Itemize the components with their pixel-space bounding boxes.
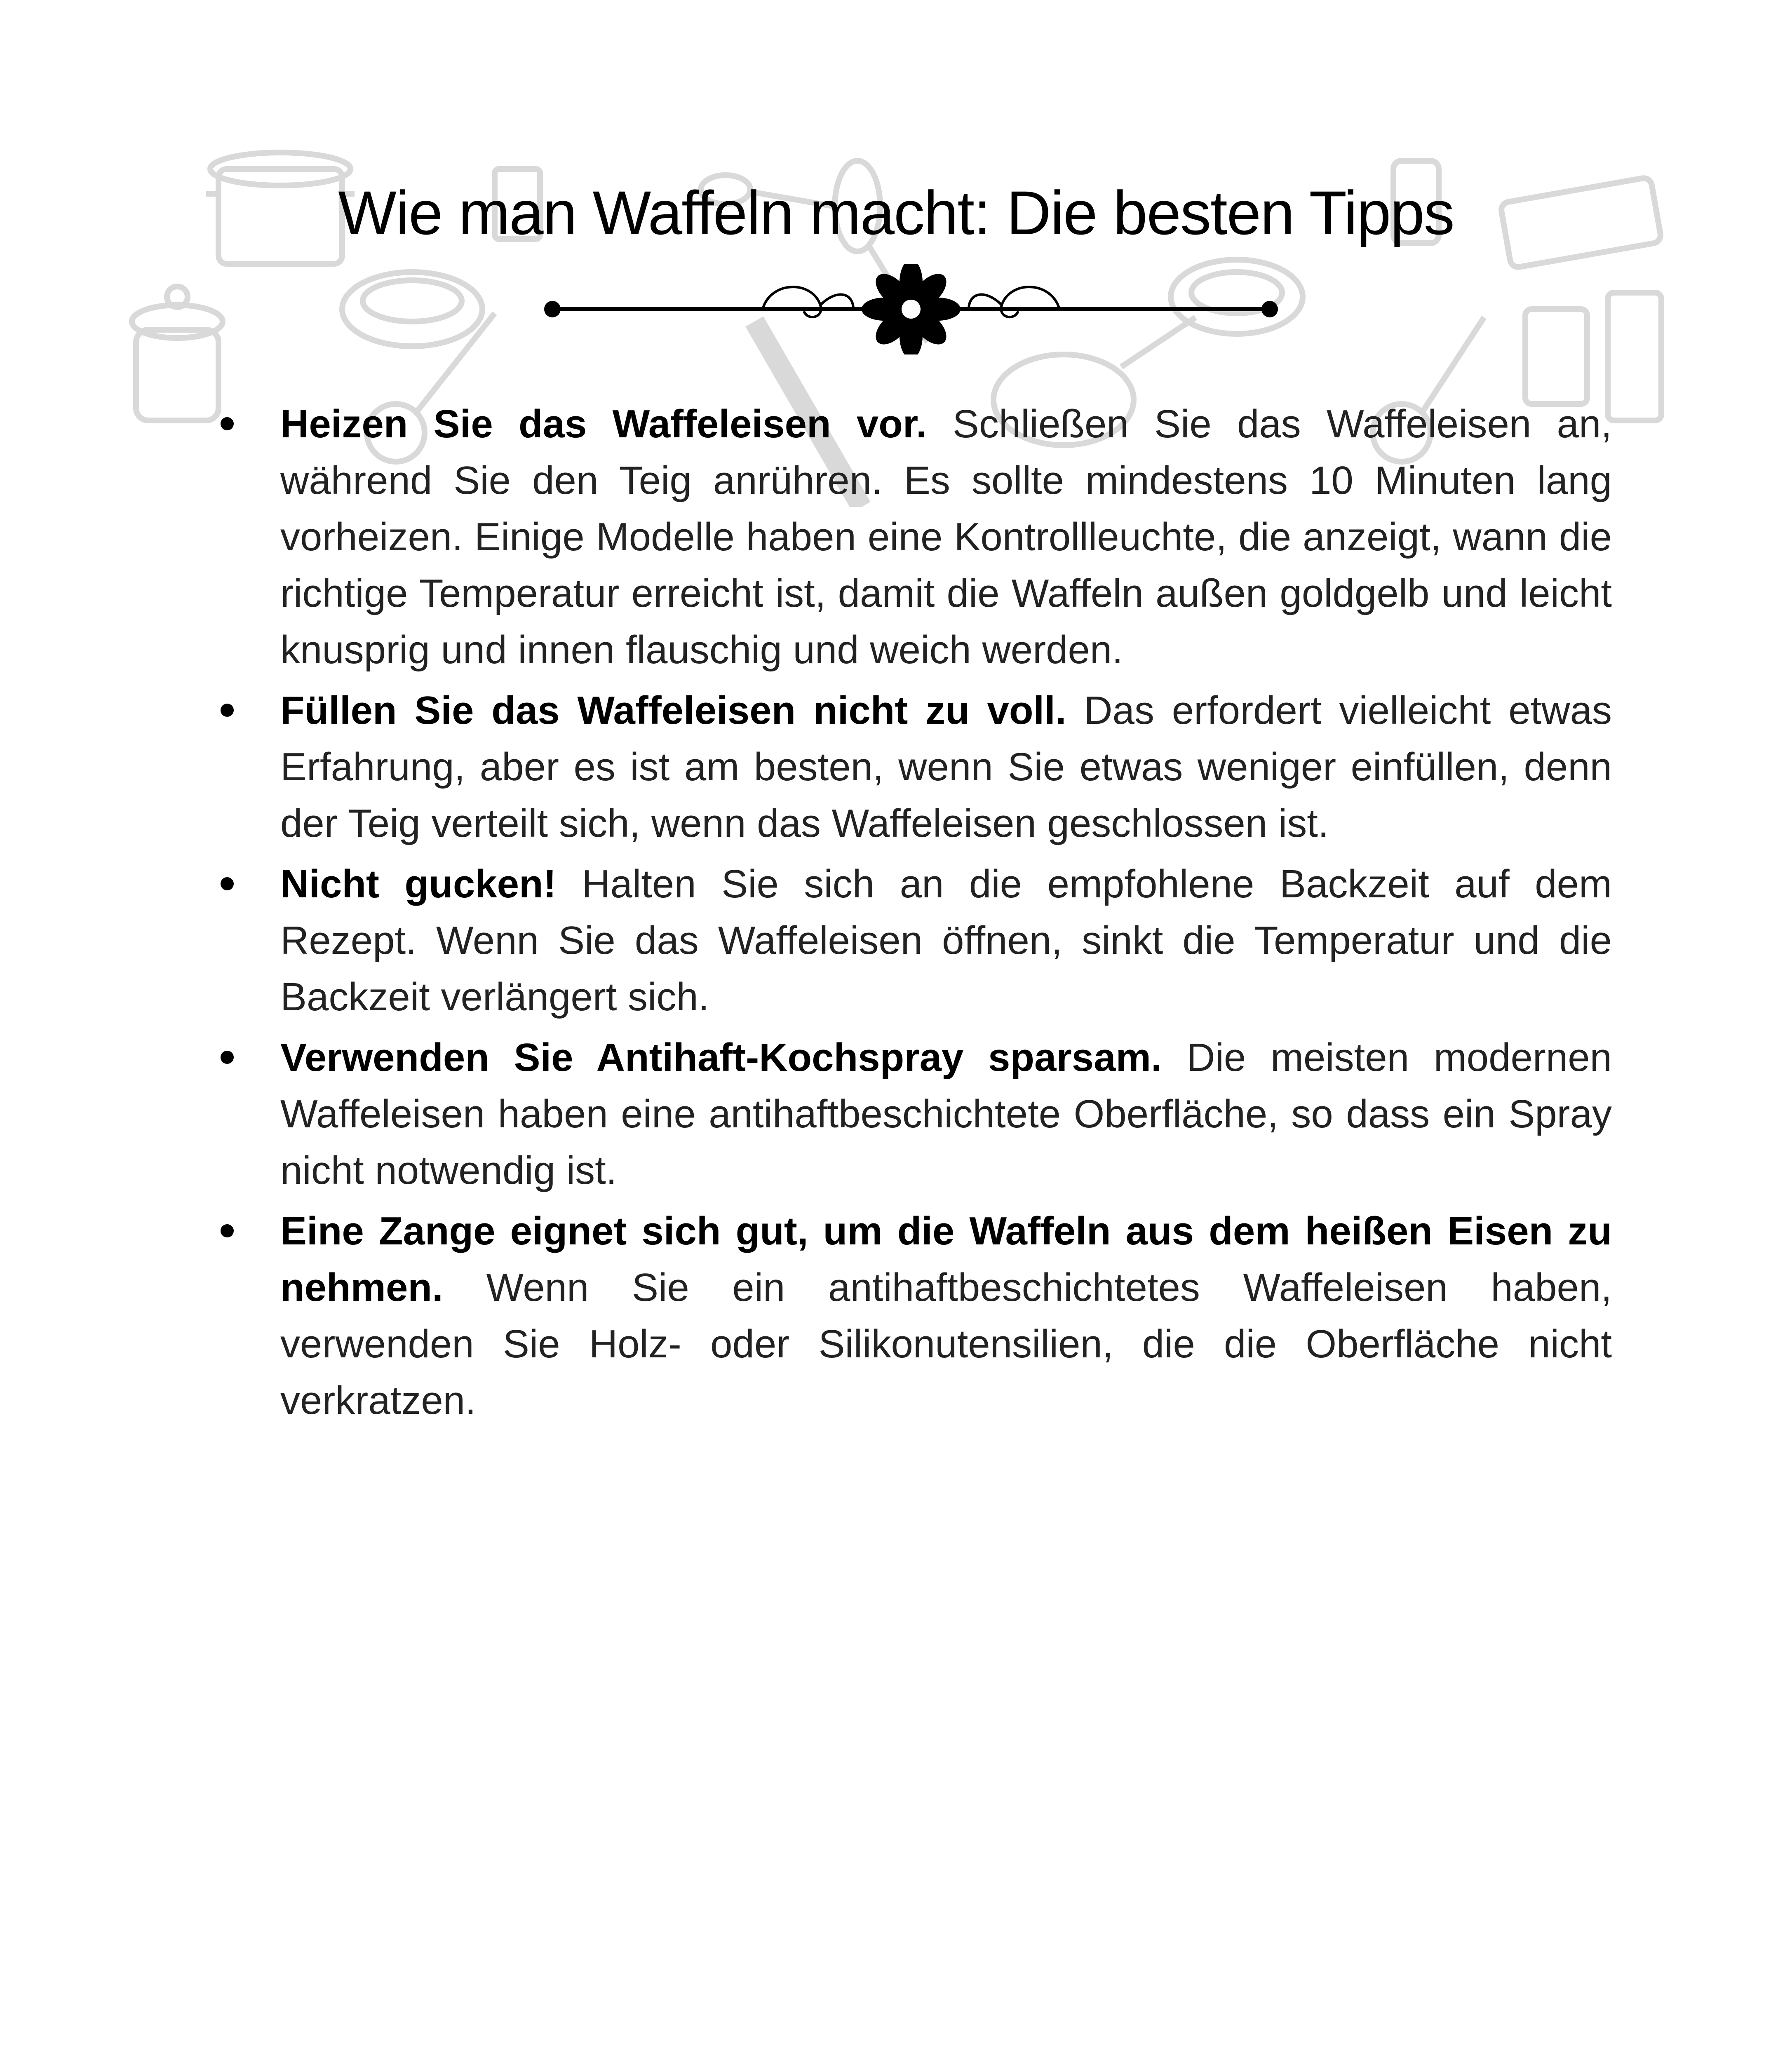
tip-heading: Nicht gucken! [280,862,557,906]
tip-text: Die meisten modernen Waffeleisen haben eine antihaftbeschichtete Oberfläche, so dass ein Spray nicht notwendig ist. [280,1035,1612,1192]
tip-text: Schließen Sie das Waffeleisen an, während Sie den Teig anrühren. Es sollte mindestens 10 Minuten lang vorheizen. Einige Modelle haben eine Kontrollleuchte, die anzeigt, wann die richtige Temperatur erreicht ist, damit die Waffeln außen goldgelb und leicht knusprig und innen flauschig und weich werden. [280,402,1612,672]
page-title: Wie man Waffeln macht: Die besten Tipps [338,178,1454,247]
list-item [280,1029,1612,1199]
bowl-icon [342,272,482,346]
bullet-icon [221,877,234,890]
flower-divider-icon [540,264,1282,354]
list-item [280,396,1612,678]
bullet-icon [221,704,234,717]
bullet-icon [221,417,234,430]
tips-list [280,396,1612,1433]
tip-heading: Heizen Sie das Waffeleisen vor. [280,402,927,446]
tip-heading: Füllen Sie das Waffeleisen nicht zu voll. [280,688,1066,732]
tip-heading: Verwenden Sie Antihaft-Kochspray sparsam. [280,1035,1162,1080]
tip-text: Halten Sie sich an die empfohlene Backzeit auf dem Rezept. Wenn Sie das Waffeleisen öffnen, sinkt die Temperatur und die Backzeit verlängert sich. [280,862,1612,1019]
grater-icon [1608,293,1661,420]
bullet-icon [221,1224,234,1237]
scale-icon [1525,309,1587,404]
bullet-icon [221,1051,234,1064]
tip-heading: Eine Zange eignet sich gut, um die Waffeln aus dem heißen Eisen zu nehmen. [280,1209,1612,1310]
pot-icon [132,286,223,420]
list-item [280,856,1612,1025]
list-item [280,1203,1612,1429]
tip-text: Wenn Sie ein antihaftbeschichtetes Waffeleisen haben, verwenden Sie Holz- oder Silikonutensilien, die die Oberfläche nicht verkratzen. [280,1265,1612,1423]
list-item [280,682,1612,852]
tip-text: Das erfordert vielleicht etwas Erfahrung, aber es ist am besten, wenn Sie etwas weniger einfüllen, denn der Teig verteilt sich, wenn das Waffeleisen geschlossen ist. [280,688,1612,845]
